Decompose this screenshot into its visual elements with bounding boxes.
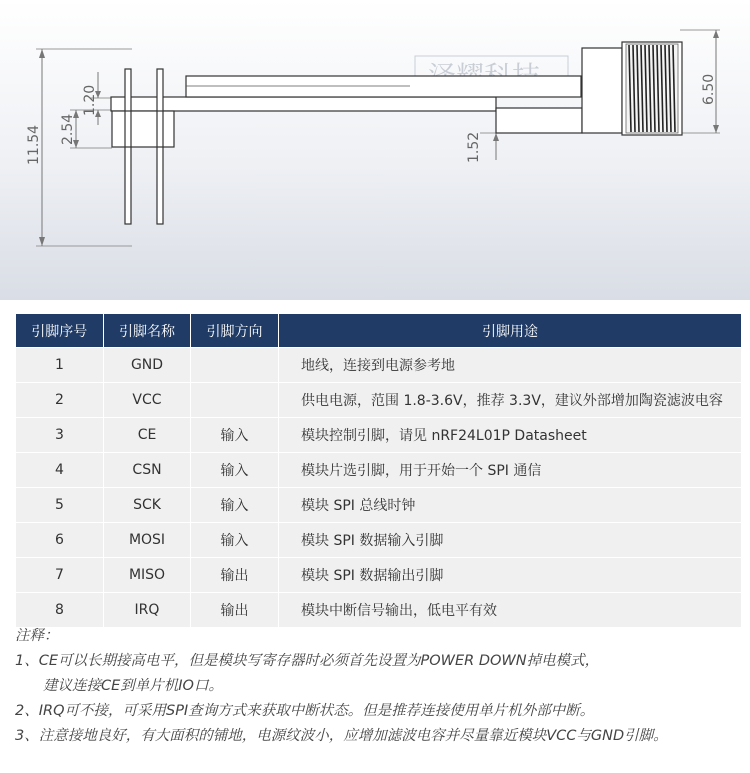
pin-number: 2 — [16, 383, 104, 418]
pin-direction: 输入 — [191, 523, 279, 558]
table-row — [16, 348, 742, 383]
pin-name: GND — [104, 348, 191, 383]
pin-direction — [191, 348, 279, 383]
note-item: 3、注意接地良好，有大面积的铺地，电源纹波小，应增加滤波电容并尽量靠近模块VCC与GND引脚。 — [15, 728, 668, 744]
pin-number: 3 — [16, 418, 104, 453]
pin-usage: 模块中断信号输出，低电平有效 — [279, 593, 742, 628]
pin-usage: 模块 SPI 数据输出引脚 — [279, 558, 742, 593]
table-row — [16, 558, 742, 593]
table-row — [16, 488, 742, 523]
table-row — [16, 453, 742, 488]
table-row — [16, 523, 742, 558]
pin-direction — [191, 383, 279, 418]
pin-number: 7 — [16, 558, 104, 593]
dim-pitch: 2.54 — [60, 113, 76, 145]
note-item: 2、IRQ可不接，可采用SPI查询方式来获取中断状态。但是推荐连接使用单片机外部中断。 — [15, 703, 595, 719]
dim-board-thickness: 1.20 — [82, 84, 98, 116]
pin-number: 6 — [16, 523, 104, 558]
table-header-row — [16, 314, 742, 348]
pin-name: CSN — [104, 453, 191, 488]
pin-usage: 地线，连接到电源参考地 — [279, 348, 742, 383]
pin-direction: 输出 — [191, 593, 279, 628]
pin-name: VCC — [104, 383, 191, 418]
pin-usage: 供电电源，范围 1.8-3.6V，推荐 3.3V，建议外部增加陶瓷滤波电容 — [279, 383, 742, 418]
pin-number: 8 — [16, 593, 104, 628]
note-item: 1、CE可以长期接高电平，但是模块写寄存器时必须首先设置为POWER DOWN掉电模式， — [15, 653, 600, 669]
table-row — [16, 593, 742, 628]
pin-number: 4 — [16, 453, 104, 488]
note-item: 建议连接CE到单片机IO口。 — [43, 678, 223, 694]
header-pin-usage: 引脚用途 — [279, 314, 742, 348]
pin-name: CE — [104, 418, 191, 453]
notes-section — [15, 624, 745, 749]
pin-usage: 模块 SPI 总线时钟 — [279, 488, 742, 523]
mechanical-drawing — [0, 0, 750, 300]
dim-total-height: 11.54 — [26, 124, 42, 165]
module-body — [111, 48, 622, 133]
drawing-svg — [0, 0, 750, 300]
header-pin-name: 引脚名称 — [104, 314, 191, 348]
pin-direction: 输出 — [191, 558, 279, 593]
pin-name: MOSI — [104, 523, 191, 558]
pin-name: SCK — [104, 488, 191, 523]
pin-direction: 输入 — [191, 488, 279, 523]
pin-number: 1 — [16, 348, 104, 383]
header-pin-number: 引脚序号 — [16, 314, 104, 348]
pin-usage: 模块 SPI 数据输入引脚 — [279, 523, 742, 558]
pin-usage: 模块控制引脚，请见 nRF24L01P Datasheet — [279, 418, 742, 453]
pin-direction: 输入 — [191, 453, 279, 488]
table-row — [16, 383, 742, 418]
pin-name: IRQ — [104, 593, 191, 628]
pin-direction: 输入 — [191, 418, 279, 453]
dim-connector-diameter: 6.50 — [701, 73, 717, 105]
pin-table — [15, 314, 742, 628]
notes-title: 注释： — [15, 628, 59, 644]
dim-connector-offset: 1.52 — [466, 131, 482, 163]
pin-name: MISO — [104, 558, 191, 593]
pin-usage: 模块片选引脚，用于开始一个 SPI 通信 — [279, 453, 742, 488]
header-pin-direction: 引脚方向 — [191, 314, 279, 348]
pin-number: 5 — [16, 488, 104, 523]
table-row — [16, 418, 742, 453]
pin-header — [112, 69, 174, 224]
